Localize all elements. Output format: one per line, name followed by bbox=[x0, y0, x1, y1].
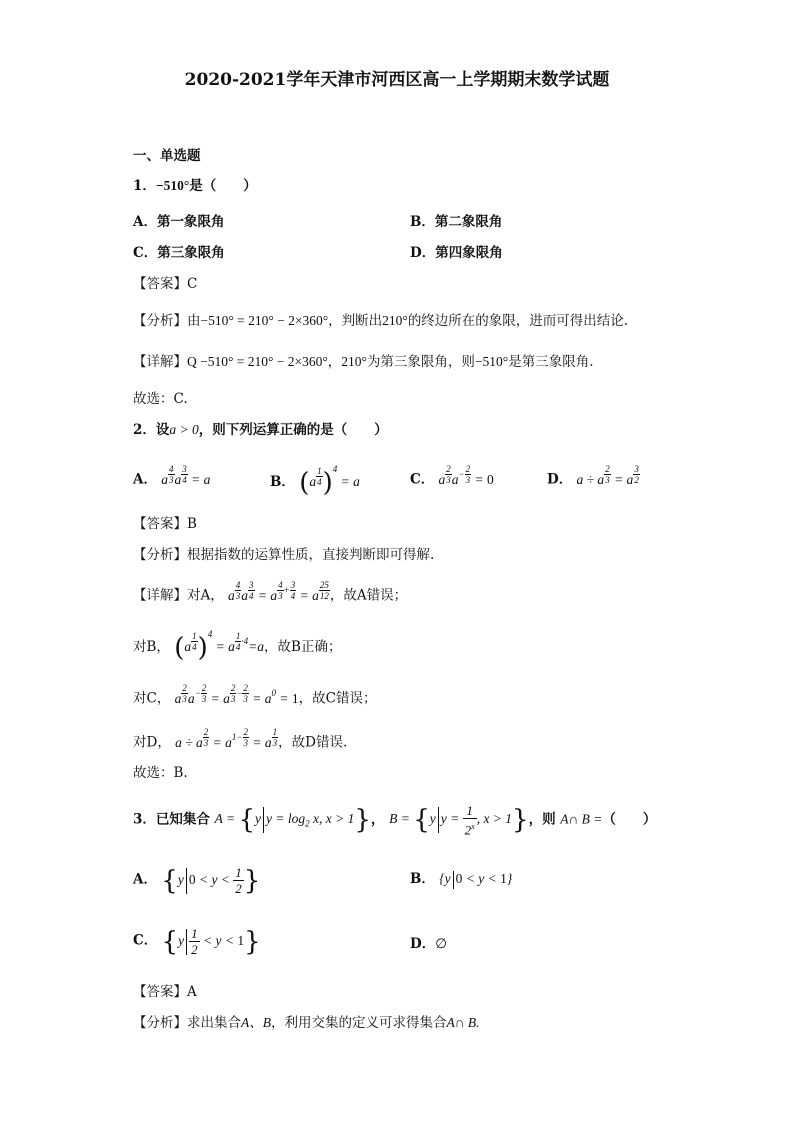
text: 为第三象限角，则 bbox=[366, 354, 475, 370]
text: 对B， bbox=[133, 639, 170, 655]
q3-analysis bbox=[133, 1014, 480, 1032]
option-label: C． bbox=[133, 932, 158, 949]
q2-option-d bbox=[547, 464, 640, 494]
math-formula: a $^{\frac{2}{3}}$ $a^{- \frac{2}{3}}$ = a $^{\frac{2}{3} - \frac{2}{3}}$ = $a^0 = 1$ bbox=[174, 683, 299, 706]
text: ，利用交集的定义可求得集合 bbox=[271, 1015, 447, 1031]
analysis-label: 【分析】 bbox=[133, 1015, 187, 1031]
math-expr: Q −510° = 210° − 2×360° bbox=[187, 354, 328, 369]
answer-label: 【答案】 bbox=[133, 984, 187, 1000]
option-label: A． bbox=[133, 471, 157, 488]
detail-label: 【详解】 bbox=[133, 354, 187, 370]
question-2-stem bbox=[133, 421, 388, 439]
text: 求出集合 bbox=[187, 1015, 241, 1031]
math-expr: −510° bbox=[155, 178, 190, 193]
text: 对A， bbox=[187, 587, 224, 604]
option-label: B． bbox=[270, 474, 295, 490]
option-label: D． bbox=[547, 471, 573, 488]
text: 设 bbox=[155, 422, 170, 438]
math-formula: a ÷ a $^{\frac{2}{3}}$ = $a^{1- \frac{2}{3}}$ = a $^{\frac{1}{3}}$ bbox=[175, 727, 278, 750]
q3-option-d bbox=[410, 935, 447, 953]
answer-value: B bbox=[187, 516, 197, 532]
math-expr: −510° bbox=[474, 354, 509, 369]
math-formula: {y 0 < y < 1} bbox=[439, 871, 512, 886]
math-expr: A、B bbox=[241, 1015, 271, 1030]
text: 对C， bbox=[133, 690, 171, 707]
text: ， bbox=[370, 811, 385, 828]
q2-option-c bbox=[410, 464, 494, 494]
q3-answer bbox=[133, 983, 197, 1001]
q1-analysis bbox=[133, 312, 628, 330]
analysis-label: 【分析】 bbox=[133, 313, 187, 329]
q2-choose bbox=[133, 764, 188, 782]
choose-value: C. bbox=[173, 391, 188, 407]
text: ，则下列运算正确的是（ ） bbox=[198, 422, 388, 438]
text: ，故C错误； bbox=[298, 690, 377, 707]
text: ，故B正确； bbox=[264, 639, 342, 655]
q2-option-a bbox=[133, 464, 210, 494]
detail-label: 【详解】 bbox=[133, 587, 187, 604]
answer-value: C bbox=[187, 276, 198, 292]
text: （ ） bbox=[602, 811, 657, 828]
text: ，故D错误. bbox=[278, 734, 348, 751]
q3-option-a bbox=[133, 865, 260, 901]
text: 已知集合 bbox=[155, 811, 210, 828]
question-3-stem bbox=[133, 803, 656, 839]
q2-answer bbox=[133, 515, 197, 533]
q1-option-a: A．第一象限角 bbox=[133, 214, 225, 230]
set-b-formula: B = {y y = $\frac{1}{2^x}$ , x > 1} bbox=[389, 803, 529, 838]
q1-choose bbox=[133, 390, 188, 408]
question-number: 2． bbox=[133, 422, 156, 438]
q2-option-b bbox=[270, 460, 360, 496]
text: 根据指数的运算性质，直接判断即可得解. bbox=[187, 547, 435, 563]
section-heading: 一、单选题 bbox=[133, 148, 201, 164]
math-formula: (a $^{\frac{1}{4}}$ )$^4$ = a bbox=[299, 464, 360, 498]
math-formula: {y 0 < y < $\frac{1}{2}$ } bbox=[161, 865, 261, 896]
option-label: D． bbox=[410, 936, 436, 952]
intersection-formula: A∩ B = bbox=[560, 811, 603, 827]
q2-detail-d bbox=[133, 727, 347, 755]
answer-label: 【答案】 bbox=[133, 516, 187, 532]
q3-option-b bbox=[410, 870, 512, 896]
math-expr: 210° bbox=[382, 313, 408, 328]
choose-label: 故选： bbox=[133, 765, 174, 781]
set-a-formula: A = {y $y = \log_2 x$, x > 1} bbox=[214, 805, 371, 836]
analysis-label: 【分析】 bbox=[133, 547, 187, 563]
text: ，则 bbox=[528, 811, 556, 828]
q2-detail-c bbox=[133, 683, 377, 711]
text: ， bbox=[327, 354, 342, 370]
math-formula: a $^{\frac{4}{3}}$ a $^{\frac{3}{4}}$ = a $^{\frac{4}{3} + \frac{3}{4}}$ = a $^{\frac{25}{12}}$ bbox=[228, 580, 329, 603]
math-formula: a $^{\frac{2}{3}}$ $a^{- \frac{2}{3}}$ = 0 bbox=[438, 464, 494, 487]
math-expr: 210° bbox=[341, 354, 367, 369]
q1-answer bbox=[133, 275, 197, 293]
math-formula: {y $\frac{1}{2}$ < y < 1} bbox=[161, 926, 261, 957]
q1-option-b: B．第二象限角 bbox=[410, 214, 503, 230]
question-text: 是（ ） bbox=[189, 178, 257, 194]
q1-option-c: C．第三象限角 bbox=[133, 245, 225, 261]
option-label: C． bbox=[410, 471, 435, 488]
question-1-stem bbox=[133, 177, 257, 195]
math-formula: (a $^{\frac{1}{4}}$ )$^4$ = a $^{\frac{1}{4} \cdot 4}$=a bbox=[174, 629, 265, 663]
choose-value: B. bbox=[173, 765, 188, 781]
text: 对D， bbox=[133, 734, 171, 751]
empty-set: ∅ bbox=[435, 936, 447, 951]
q2-detail-b bbox=[133, 625, 341, 661]
q1-detail bbox=[133, 353, 594, 371]
math-formula: a $^{\frac{4}{3}}$ a $^{\frac{3}{4}}$ = a bbox=[161, 464, 211, 487]
math-expr: −510° = 210° − 2×360° bbox=[200, 313, 329, 328]
question-number: 1． bbox=[133, 178, 156, 194]
text: 的终边所在的象限，进而可得出结论. bbox=[407, 313, 629, 329]
math-formula: a ÷ a $^{\frac{2}{3}}$ = a $^{\frac{3}{2}}$ bbox=[576, 464, 639, 487]
q1-option-d: D．第四象限角 bbox=[410, 245, 503, 261]
choose-label: 故选： bbox=[133, 391, 174, 407]
text: ，判断出 bbox=[328, 313, 383, 329]
option-label: B． bbox=[410, 871, 435, 887]
text: 是第三象限角. bbox=[508, 354, 594, 370]
question-number: 3． bbox=[133, 811, 156, 828]
page-title: 2020-2021学年天津市河西区高一上学期期末数学试题 bbox=[184, 70, 610, 90]
q2-analysis bbox=[133, 546, 434, 564]
q2-detail-a bbox=[133, 580, 407, 608]
option-label: A． bbox=[133, 871, 157, 888]
answer-label: 【答案】 bbox=[133, 276, 187, 292]
answer-value: A bbox=[187, 984, 197, 1000]
text: ，故A错误； bbox=[329, 587, 408, 604]
math-expr: a > 0 bbox=[169, 422, 199, 437]
q3-option-c bbox=[133, 926, 261, 962]
text: 由 bbox=[187, 313, 201, 329]
math-expr: A∩ B. bbox=[446, 1015, 480, 1030]
